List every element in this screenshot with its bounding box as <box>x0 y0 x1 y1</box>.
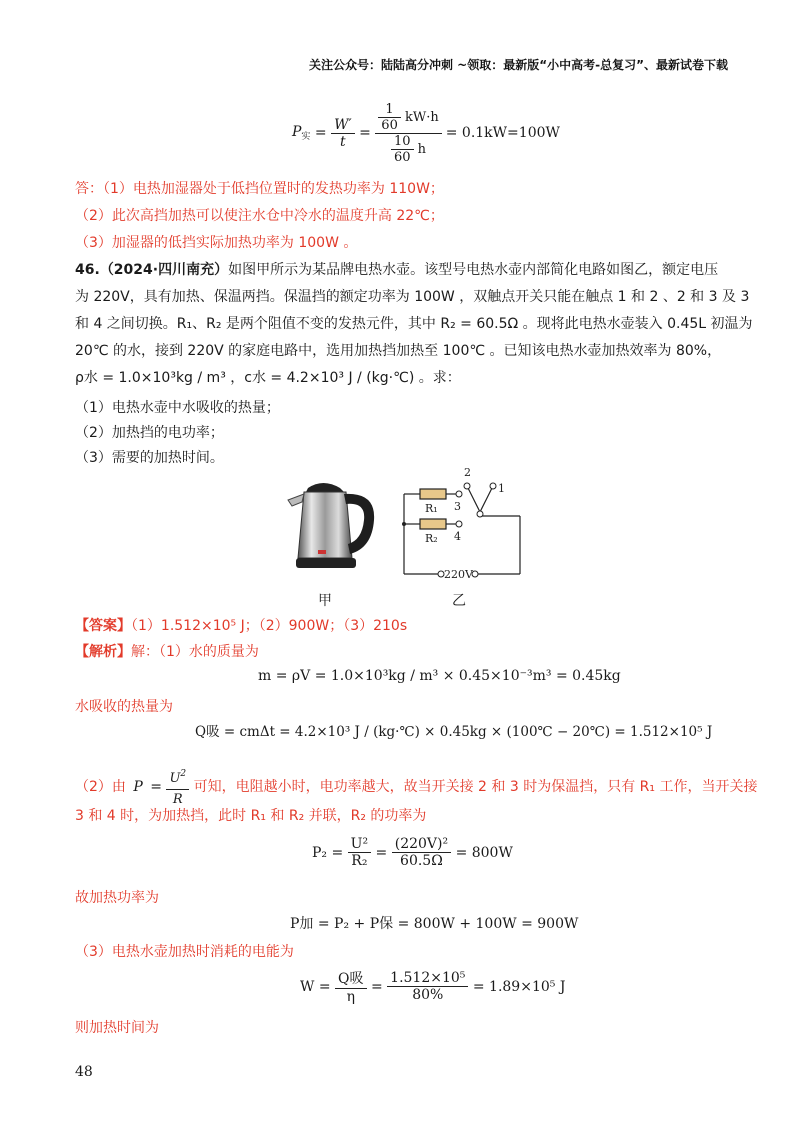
label-r1: R₁ <box>425 502 438 515</box>
question-source: （2024·四川南充） <box>99 262 229 278</box>
question-line-3: 和 4 之间切换。R₁、R₂ 是两个阻值不变的发热元件，其中 R₂ = 60.5Ω 。现将此电热水壶装入 0.45L 初温为 <box>75 316 753 332</box>
label-r2: R₂ <box>425 532 438 545</box>
question-line-1: 46.（2024·四川南充）如图甲所示为某品牌电热水壶。该型号电热水壶内部简化电路如图乙，额定电压 <box>75 262 719 278</box>
eq-energy: W = $\frac{\text{Q吸}}{\eta}$ = $\frac{\text{1.512×10⁵}}{80\%}$ = 1.89×10⁵ J <box>300 970 566 1005</box>
analysis-part3: （3）电热水壶加热时消耗的电能为 <box>75 944 294 960</box>
kettle-image <box>278 470 383 580</box>
analysis-intro: 【解析】解：（1）水的质量为 <box>75 644 259 660</box>
answer-text: （1）1.512×10⁵ J；（2）900W；（3）210s <box>131 618 408 634</box>
sub-question-1: （1）电热水壶中水吸收的热量； <box>75 400 280 416</box>
formula-u2-over-r: $\frac{U^2}{R}$ <box>166 764 189 810</box>
top-formula: $P_实$ = $\frac{W'}{t}$ = $\frac{1}{60}$ kW·h $\frac{10}{60}$ h = 0.1kW=100W <box>292 101 560 165</box>
formula-p-u2-r: P <box>133 779 143 795</box>
terminal-1: 1 <box>498 482 505 495</box>
eq-mass: m = ρV = 1.0×10³kg / m³ × 0.45×10⁻³m³ = 0.45kg <box>258 668 621 684</box>
analysis-part2-line1: （2）由 P = $\frac{U^2}{R}$ 可知，电阻越小时，电功率越大，故当开关接 2 和 3 时为保温挡，只有 R₁ 工作，当开关接 <box>75 764 757 810</box>
prev-answer-3: （3）加湿器的低挡实际加热功率为 100W 。 <box>75 235 358 251</box>
eq-p2: P₂ = $\frac{\text{U²}}{\text{R₂}}$ = $\frac{\text{(220V)²}}{60.5\Omega}$ = 800W <box>312 836 513 869</box>
analysis-tag: 【解析】 <box>75 644 131 660</box>
time-label: 则加热时间为 <box>75 1020 159 1036</box>
figure-label-left: 甲 <box>318 593 332 609</box>
eq-heat: Q吸 = cmΔt = 4.2×10³ J / (kg·℃) × 0.45kg × (100℃ − 20℃) = 1.512×10⁵ J <box>195 724 713 740</box>
analysis-part2-line2: 3 和 4 时，为加热挡，此时 R₁ 和 R₂ 并联，R₂ 的功率为 <box>75 808 427 824</box>
sub-question-2: （2）加热挡的电功率； <box>75 425 224 441</box>
formula-w-over-t: $\frac{W'}{t}$ <box>331 117 355 150</box>
terminal-3: 3 <box>454 500 461 513</box>
question-line-5: ρ水 = 1.0×10³kg / m³ ，c水 = 4.2×10³ J / (kg·℃) 。求： <box>75 370 461 386</box>
question-number: 46. <box>75 262 100 278</box>
question-line-2: 为 220V，具有加热、保温两挡。保温挡的额定功率为 100W ，双触点开关只能在触点 1 和 2 、2 和 3 及 3 <box>75 289 750 305</box>
heat-power-label: 故加热功率为 <box>75 890 159 906</box>
formula-lhs: $P_实$ <box>292 124 311 142</box>
sub-question-3: （3）需要的加热时间。 <box>75 450 224 466</box>
page-header: 关注公众号：陆陆高分冲刺 ~领取：最新版“小中高考-总复习”、最新试卷下载 <box>309 58 728 72</box>
answer-line <box>75 616 407 636</box>
figure-label-right: 乙 <box>452 593 466 609</box>
page-number: 48 <box>75 1064 93 1080</box>
terminal-4: 4 <box>454 530 461 543</box>
terminal-2: 2 <box>464 466 471 479</box>
voltage-label: 220V <box>444 568 473 581</box>
prev-answer-1: 答：（1）电热加湿器处于低挡位置时的发热功率为 110W； <box>75 181 444 197</box>
answer-tag: 【答案】 <box>75 618 131 634</box>
formula-result: = 0.1kW=100W <box>445 125 560 141</box>
question-line-4: 20℃ 的水，接到 220V 的家庭电路中，选用加热挡加热至 100℃ 。已知该电热水壶加热效率为 80%， <box>75 343 722 359</box>
circuit-diagram <box>398 464 528 584</box>
heat-label: 水吸收的热量为 <box>75 699 173 715</box>
eq-heat-power: P加 = P₂ + P保 = 800W + 100W = 900W <box>290 916 579 932</box>
prev-answer-2: （2）此次高挡加热可以使注水仓中冷水的温度升高 22℃； <box>75 208 444 224</box>
formula-big-fraction: $\frac{1}{60}$ kW·h $\frac{10}{60}$ h <box>375 102 441 165</box>
